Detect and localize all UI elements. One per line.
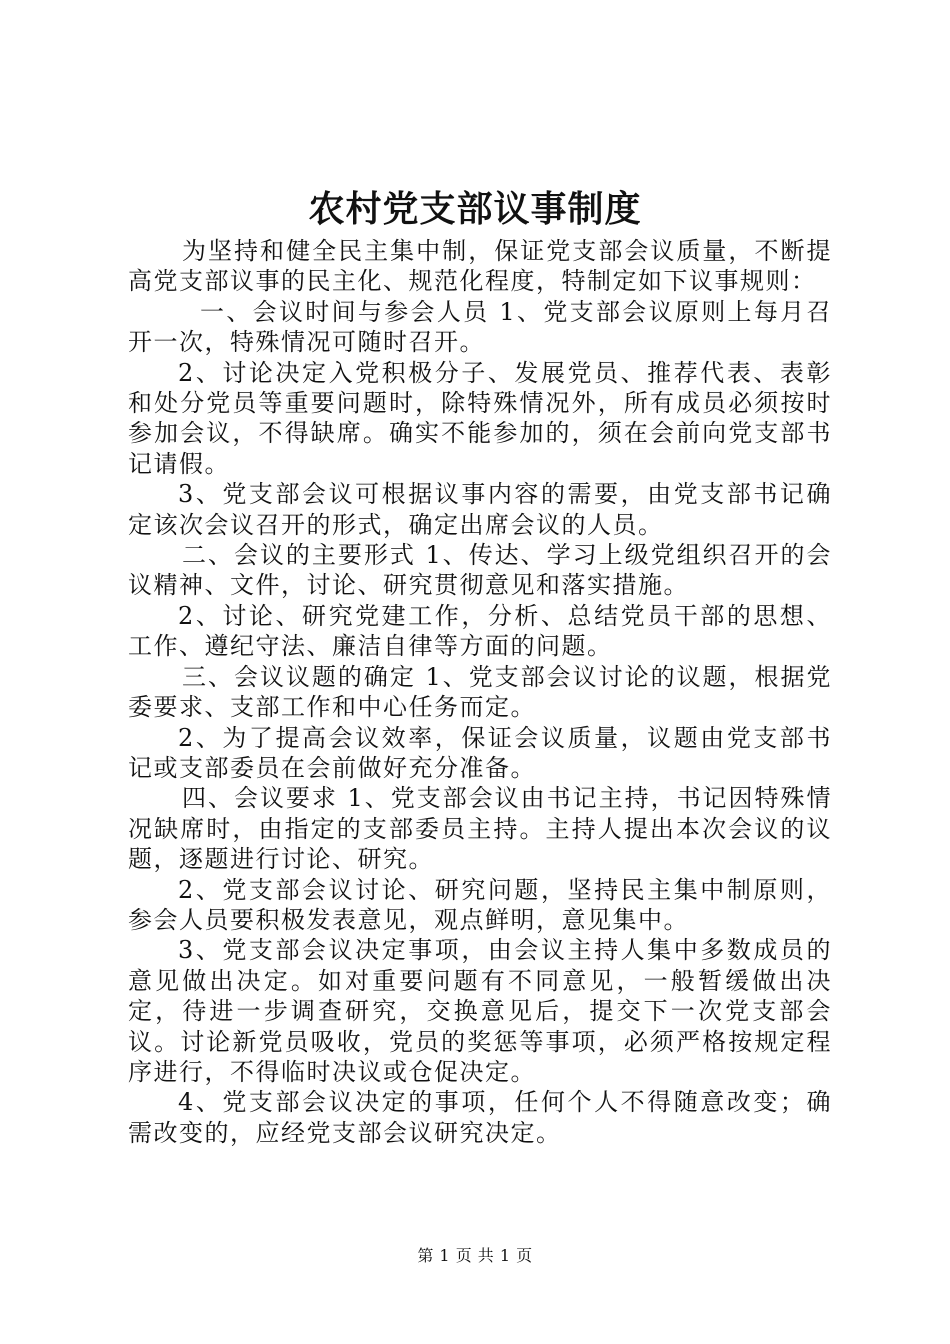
paragraph-section-3-item-2: 2、为了提高会议效率，保证会议质量，议题由党支部书记或支部委员在会前做好充分准备。 xyxy=(128,723,832,782)
paragraph-section-2: 二、会议的主要形式 1、传达、学习上级党组织召开的会议精神、文件，讨论、研究贯彻意见和落实措施。 xyxy=(128,541,832,600)
document-title: 农村党支部议事制度 xyxy=(308,188,642,230)
paragraph-section-1-item-2: 2、讨论决定入党积极分子、发展党员、推荐代表、表彰和处分党员等重要问题时，除特殊情况外，所有成员必须按时参加会议，不得缺席。确实不能参加的，须在会前向党支部书记请假。 xyxy=(128,358,832,478)
paragraph-intro: 为坚持和健全民主集中制，保证党支部会议质量，不断提高党支部议事的民主化、规范化程度，特制定如下议事规则： xyxy=(128,237,832,296)
page-footer: 第 1 页 共 1 页 xyxy=(417,1246,533,1265)
document-body xyxy=(128,236,832,1148)
paragraph-section-1-item-3: 3、党支部会议可根据议事内容的需要，由党支部书记确定该次会议召开的形式，确定出席会议的人员。 xyxy=(128,480,832,539)
paragraph-section-4: 四、会议要求 1、党支部会议由书记主持，书记因特殊情况缺席时，由指定的支部委员主持。主持人提出本次会议的议题，逐题进行讨论、研究。 xyxy=(128,784,832,874)
paragraph-section-4-item-3: 3、党支部会议决定事项，由会议主持人集中多数成员的意见做出决定。如对重要问题有不同意见，一般暂缓做出决定，待进一步调查研究，交换意见后，提交下一次党支部会议。讨论新党员吸收，党员的奖惩等事项，必须严格按规定程序进行，不得临时决议或仓促决定。 xyxy=(128,936,832,1086)
paragraph-section-2-item-2: 2、讨论、研究党建工作，分析、总结党员干部的思想、工作、遵纪守法、廉洁自律等方面的问题。 xyxy=(128,601,832,661)
paragraph-section-4-item-4: 4、党支部会议决定的事项，任何个人不得随意改变；确需改变的，应经党支部会议研究决定。 xyxy=(128,1088,832,1147)
paragraph-section-1: 一、会议时间与参会人员 1、党支部会议原则上每月召开一次，特殊情况可随时召开。 xyxy=(128,297,832,357)
paragraph-section-4-item-2: 2、党支部会议讨论、研究问题，坚持民主集中制原则，参会人员要积极发表意见，观点鲜明，意见集中。 xyxy=(128,875,832,934)
paragraph-section-3: 三、会议议题的确定 1、党支部会议讨论的议题，根据党委要求、支部工作和中心任务而定。 xyxy=(128,662,832,722)
